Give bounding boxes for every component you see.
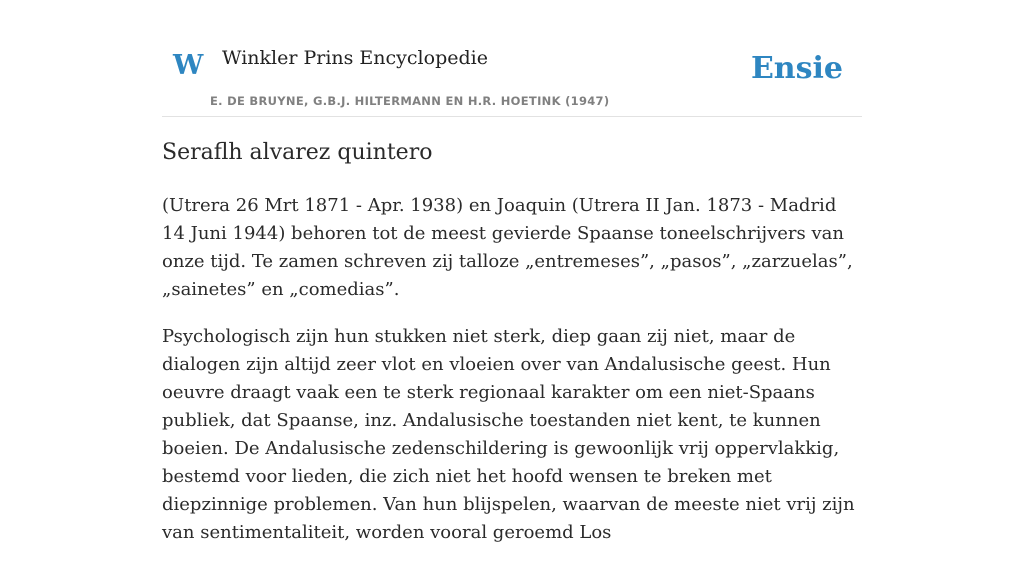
- book-title[interactable]: Winkler Prins Encyclopedie: [222, 47, 488, 69]
- book-authors: E. DE BRUYNE, G.B.J. HILTERMANN EN H.R. HOETINK (1947): [210, 94, 610, 108]
- article-paragraph: (Utrera 26 Mrt 1871 - Apr. 1938) en Joaquin (Utrera II Jan. 1873 - Madrid 14 Juni 1944) behoren tot de meest gevierde Spaanse toneelschrijvers van onze tijd. Te zamen schreven zij talloze „entremeses”, „pasos”, „zarzuelas”, „sainetes” en „comedias”.: [162, 195, 853, 300]
- article-paragraph: Psychologisch zijn hun stukken niet sterk, diep gaan zij niet, maar de dialogen zijn altijd zeer vlot en vloeien over van Andalusische geest. Hun oeuvre draagt vaak een te sterk regionaal karakter om een niet-Spaans publiek, dat Spaanse, inz. Andalusische toestanden niet kent, te kunnen boeien. De Andalusische zedenschildering is gewoonlijk vrij oppervlakkig, bestemd voor lieden, die zich niet het hoofd wensen te breken met diepzinnige problemen. Van hun blijspelen, waarvan de meeste niet vrij zijn van sentimentaliteit, worden vooral geroemd Los: [162, 326, 855, 543]
- header: [162, 40, 862, 117]
- ensie-logo[interactable]: Ensie: [750, 51, 843, 86]
- article-title: Seraflh alvarez quintero: [162, 140, 433, 165]
- winkler-prins-logo[interactable]: W: [173, 50, 204, 81]
- article-body: [162, 192, 862, 566]
